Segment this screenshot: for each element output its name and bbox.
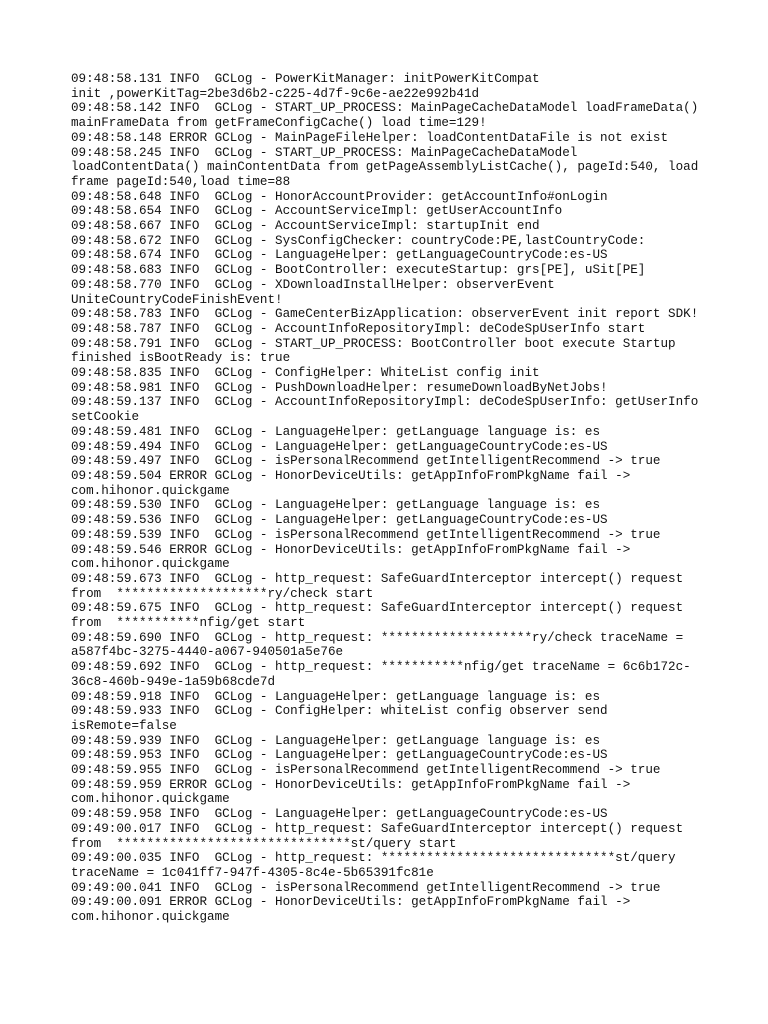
log-line: 09:48:59.918 INFO GCLog - LanguageHelper: getLanguage language is: es [71,689,601,704]
log-line: 09:48:59.536 INFO GCLog - LanguageHelper: getLanguageCountryCode:es-US [71,513,608,528]
log-line: 09:48:58.835 INFO GCLog - ConfigHelper: WhiteList config init [71,366,540,381]
log-line: 09:48:58.142 INFO GCLog - START_UP_PROCESS: MainPageCacheDataModel loadFrameData() [71,101,699,116]
log-line: 09:48:58.674 INFO GCLog - LanguageHelper: getLanguageCountryCode:es-US [71,248,608,263]
log-line: com.hihonor.quickgame [71,557,230,572]
log-line: com.hihonor.quickgame [71,483,230,498]
log-line: 09:48:58.648 INFO GCLog - HonorAccountProvider: getAccountInfo#onLogin [71,189,608,204]
log-line: 09:48:58.770 INFO GCLog - XDownloadInstallHelper: observerEvent [71,277,555,292]
log-line: 09:48:59.673 INFO GCLog - http_request: SafeGuardInterceptor intercept() request [71,571,684,586]
log-line: com.hihonor.quickgame [71,792,230,807]
log-line: mainFrameData from getFrameConfigCache() load time=129! [71,116,487,131]
log-line: 09:48:59.692 INFO GCLog - http_request: ***********nfig/get traceName = 6c6b172c- [71,660,691,675]
log-line: 09:48:59.504 ERROR GCLog - HonorDeviceUtils: getAppInfoFromPkgName fail -> [71,468,631,483]
log-line: 09:49:00.091 ERROR GCLog - HonorDeviceUtils: getAppInfoFromPkgName fail -> [71,895,631,910]
log-line: 09:48:58.683 INFO GCLog - BootController: executeStartup: grs[PE], uSit[PE] [71,263,646,278]
log-line: 09:49:00.035 INFO GCLog - http_request: *******************************st/query [71,851,676,866]
log-line: init ,powerKitTag=2be3d6b2-c225-4d7f-9c6e-ae22e992b41d [71,86,480,101]
log-line: 09:49:00.041 INFO GCLog - isPersonalRecommend getIntelligentRecommend -> true [71,880,661,895]
log-line: setCookie [71,410,140,425]
log-line: a587f4bc-3275-4440-a067-940501a5e76e [71,645,344,660]
log-line: 09:48:59.481 INFO GCLog - LanguageHelper: getLanguage language is: es [71,424,601,439]
log-line: 09:48:59.955 INFO GCLog - isPersonalRecommend getIntelligentRecommend -> true [71,763,661,778]
log-line: from *******************************st/query start [71,836,457,851]
log-line: 09:48:58.667 INFO GCLog - AccountServiceImpl: startupInit end [71,219,540,234]
log-line: 36c8-460b-949e-1a59b68cde7d [71,674,276,689]
log-line: from ***********nfig/get start [71,616,306,631]
log-line: 09:48:59.497 INFO GCLog - isPersonalRecommend getIntelligentRecommend -> true [71,454,661,469]
log-line: 09:48:58.654 INFO GCLog - AccountServiceImpl: getUserAccountInfo [71,204,563,219]
log-line: 09:48:58.245 INFO GCLog - START_UP_PROCESS: MainPageCacheDataModel [71,145,578,160]
log-line: 09:48:59.958 INFO GCLog - LanguageHelper: getLanguageCountryCode:es-US [71,807,608,822]
log-line: 09:48:59.494 INFO GCLog - LanguageHelper: getLanguageCountryCode:es-US [71,439,608,454]
log-line: 09:48:58.791 INFO GCLog - START_UP_PROCESS: BootController boot execute Startup [71,336,676,351]
log-line: from ********************ry/check start [71,586,374,601]
log-line: 09:48:59.675 INFO GCLog - http_request: SafeGuardInterceptor intercept() request [71,601,684,616]
log-line: 09:48:59.530 INFO GCLog - LanguageHelper: getLanguage language is: es [71,498,601,513]
log-line: 09:48:59.959 ERROR GCLog - HonorDeviceUtils: getAppInfoFromPkgName fail -> [71,777,631,792]
log-line: 09:48:59.539 INFO GCLog - isPersonalRecommend getIntelligentRecommend -> true [71,527,661,542]
log-line: 09:48:59.137 INFO GCLog - AccountInfoRepositoryImpl: deCodeSpUserInfo: getUserInfo [71,395,699,410]
log-text-block [71,72,711,925]
log-line: 09:49:00.017 INFO GCLog - http_request: SafeGuardInterceptor intercept() request [71,821,684,836]
log-line: 09:48:59.546 ERROR GCLog - HonorDeviceUtils: getAppInfoFromPkgName fail -> [71,542,631,557]
log-line: 09:48:59.939 INFO GCLog - LanguageHelper: getLanguage language is: es [71,733,601,748]
log-line: 09:48:59.690 INFO GCLog - http_request: ********************ry/check traceName = [71,630,684,645]
log-line: com.hihonor.quickgame [71,910,230,925]
log-line: UniteCountryCodeFinishEvent! [71,292,283,307]
log-line: isRemote=false [71,718,177,733]
log-line: traceName = 1c041ff7-947f-4305-8c4e-5b65391fc81e [71,865,434,880]
log-line: 09:48:58.981 INFO GCLog - PushDownloadHelper: resumeDownloadByNetJobs! [71,380,608,395]
log-line: 09:48:58.787 INFO GCLog - AccountInfoRepositoryImpl: deCodeSpUserInfo start [71,321,646,336]
log-line: loadContentData() mainContentData from getPageAssemblyListCache(), pageId:540, load [71,160,699,175]
log-line: 09:48:59.953 INFO GCLog - LanguageHelper: getLanguageCountryCode:es-US [71,748,608,763]
log-line: frame pageId:540,load time=88 [71,174,291,189]
log-line: 09:48:58.783 INFO GCLog - GameCenterBizApplication: observerEvent init report SDK! [71,307,699,322]
log-line: 09:48:58.148 ERROR GCLog - MainPageFileHelper: loadContentDataFile is not exist [71,130,669,145]
log-line: 09:48:58.131 INFO GCLog - PowerKitManager: initPowerKitCompat [71,72,540,86]
log-line: 09:48:58.672 INFO GCLog - SysConfigChecker: countryCode:PE,lastCountryCode: [71,233,646,248]
log-line: finished isBootReady is: true [71,351,291,366]
log-line: 09:48:59.933 INFO GCLog - ConfigHelper: whiteList config observer send [71,704,608,719]
